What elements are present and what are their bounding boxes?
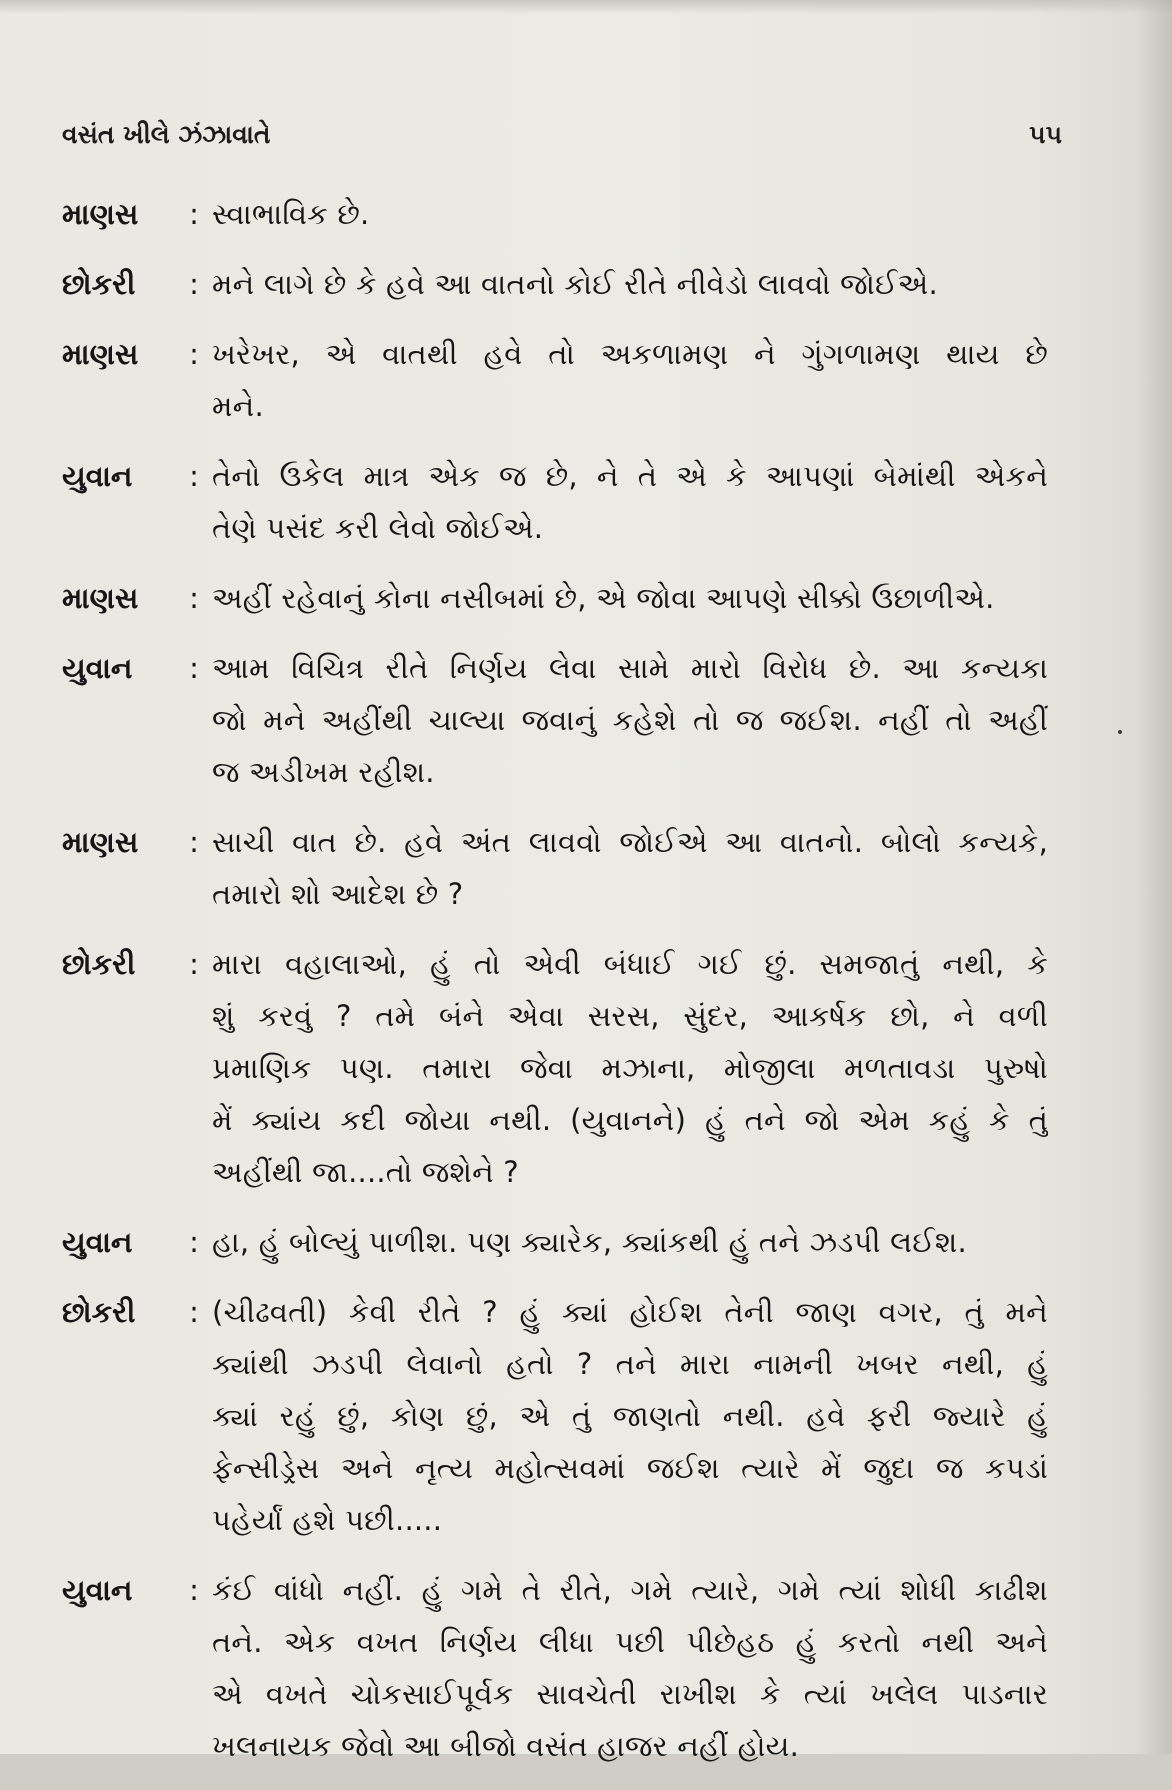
speech-text	[212, 188, 1048, 240]
dialogue-entry	[62, 450, 1048, 554]
running-title: વસંત ખીલે ઝંઝાવાતે	[62, 120, 271, 149]
speech-text	[212, 1286, 1048, 1546]
speech-text	[212, 642, 1048, 798]
speaker-name: માણસ	[62, 825, 139, 859]
speaker-colon: :	[189, 267, 199, 301]
speech-line: ક્યાં રહું છું, કોણ છું, એ તું જાણતો નથી. હવે ફરી જ્યારે હું	[212, 1399, 1048, 1433]
speech-line: મારા વહાલાઓ, હું તો એવી બંધાઈ ગઈ છું. સમજાતું નથી, કે	[212, 947, 1048, 981]
speech-line: મેં ક્યાંય કદી જોયા નથી. (યુવાનને) હું તને જો એમ કહું કે તું	[212, 1103, 1048, 1137]
dialogue-entry	[62, 572, 1048, 624]
page-top-edge	[0, 0, 1172, 14]
speech-line: હા, હું બોલ્યું પાળીશ. પણ ક્યારેક, ક્યાંકથી હું તને ઝડપી લઈશ.	[212, 1225, 967, 1259]
speech-line: સ્વાભાવિક છે.	[212, 197, 370, 231]
speech-line: કંઈ વાંધો નહીં. હું ગમે તે રીતે, ગમે ત્યારે, ગમે ત્યાં શોધી કાઢીશ	[212, 1573, 1048, 1607]
speaker-name: યુવાન	[62, 1225, 133, 1259]
speaker-colon: :	[189, 459, 199, 493]
speaker-name: માણસ	[62, 197, 139, 231]
speech-line: પહેર્યાં હશે પછી.....	[212, 1503, 443, 1537]
dialogue-entry	[62, 1216, 1048, 1268]
speech-text	[212, 258, 1048, 310]
print-speck	[1118, 730, 1122, 734]
speech-line: સાચી વાત છે. હવે અંત લાવવો જોઈએ આ વાતનો. બોલો કન્યકે,	[212, 825, 1048, 859]
speech-line: (ચીઢવતી) કેવી રીતે ? હું ક્યાં હોઈશ તેની જાણ વગર, તું મને	[212, 1295, 1048, 1329]
speech-line: ફેન્સીડ્રેસ અને નૃત્ય મહોત્સવમાં જઈશ ત્યારે મેં જુદા જ કપડાં	[212, 1451, 1048, 1485]
speaker-name: માણસ	[62, 337, 139, 371]
speaker-name: યુવાન	[62, 651, 133, 685]
dialogue-body	[62, 188, 1048, 1790]
speech-line: અહીં રહેવાનું કોના નસીબમાં છે, એ જોવા આપણે સીક્કો ઉછાળીએ.	[212, 581, 995, 615]
speech-line: ખલનાયક જેવો આ બીજો વસંત હાજર નહીં હોય.	[212, 1729, 800, 1763]
speech-text	[212, 450, 1048, 554]
speech-line: તેણે પસંદ કરી લેવો જોઈએ.	[212, 511, 544, 545]
speech-text	[212, 1216, 1048, 1268]
page-header	[62, 120, 1062, 160]
dialogue-entry	[62, 938, 1048, 1198]
speaker-colon: :	[189, 197, 199, 231]
speech-text	[212, 1564, 1048, 1772]
speaker-name: છોકરી	[62, 267, 136, 301]
speech-line: જ અડીખમ રહીશ.	[212, 755, 435, 789]
speech-line: શું કરવું ? તમે બંને એવા સરસ, સુંદર, આકર્ષક છો, ને વળી	[212, 999, 1048, 1033]
speaker-name: યુવાન	[62, 459, 133, 493]
dialogue-entry	[62, 188, 1048, 240]
speech-line: તને. એક વખત નિર્ણય લીધા પછી પીછેહઠ હું કરતો નથી અને	[212, 1625, 1048, 1659]
dialogue-entry	[62, 642, 1048, 798]
dialogue-entry	[62, 258, 1048, 310]
dialogue-entry	[62, 1564, 1048, 1772]
speech-text	[212, 328, 1048, 432]
speech-line: મને.	[212, 389, 264, 423]
speech-line: પ્રમાણિક પણ. તમારા જેવા મઝાના, મોજીલા મળતાવડા પુરુષો	[212, 1051, 1048, 1085]
speaker-colon: :	[189, 1573, 199, 1607]
speaker-name: માણસ	[62, 581, 139, 615]
speech-line: એ વખતે ચોકસાઈપૂર્વક સાવચેતી રાખીશ કે ત્યાં ખલેલ પાડનાર	[212, 1677, 1048, 1711]
speaker-colon: :	[189, 825, 199, 859]
dialogue-entry	[62, 328, 1048, 432]
speaker-name: યુવાન	[62, 1573, 133, 1607]
speech-line: જો મને અહીંથી ચાલ્યા જવાનું કહેશે તો જ જઈશ. નહીં તો અહીં	[212, 703, 1048, 737]
page-number: ૫૫	[1029, 120, 1062, 149]
speech-line: અહીંથી જા....તો જશેને ?	[212, 1155, 519, 1189]
speaker-colon: :	[189, 1295, 199, 1329]
speech-line: ખરેખર, એ વાતથી હવે તો અકળામણ ને ગુંગળામણ થાય છે	[212, 337, 1048, 371]
dialogue-entry	[62, 816, 1048, 920]
speech-text	[212, 816, 1048, 920]
speaker-colon: :	[189, 581, 199, 615]
speaker-name: છોકરી	[62, 1295, 136, 1329]
speech-text	[212, 572, 1048, 624]
speaker-name: છોકરી	[62, 947, 136, 981]
speech-line: આમ વિચિત્ર રીતે નિર્ણય લેવા સામે મારો વિરોધ છે. આ કન્યકા	[212, 651, 1048, 685]
speech-line: ક્યાંથી ઝડપી લેવાનો હતો ? તને મારા નામની ખબર નથી, હું	[212, 1347, 1048, 1381]
speaker-colon: :	[189, 651, 199, 685]
speaker-colon: :	[189, 947, 199, 981]
speech-text	[212, 938, 1048, 1198]
page-right-edge	[1138, 0, 1172, 1754]
speaker-colon: :	[189, 337, 199, 371]
speech-line: મને લાગે છે કે હવે આ વાતનો કોઈ રીતે નીવેડો લાવવો જોઈએ.	[212, 267, 938, 301]
speech-line: તમારો શો આદેશ છે ?	[212, 877, 464, 911]
dialogue-entry	[62, 1286, 1048, 1546]
speaker-colon: :	[189, 1225, 199, 1259]
speech-line: તેનો ઉકેલ માત્ર એક જ છે, ને તે એ કે આપણાં બેમાંથી એકને	[212, 459, 1048, 493]
